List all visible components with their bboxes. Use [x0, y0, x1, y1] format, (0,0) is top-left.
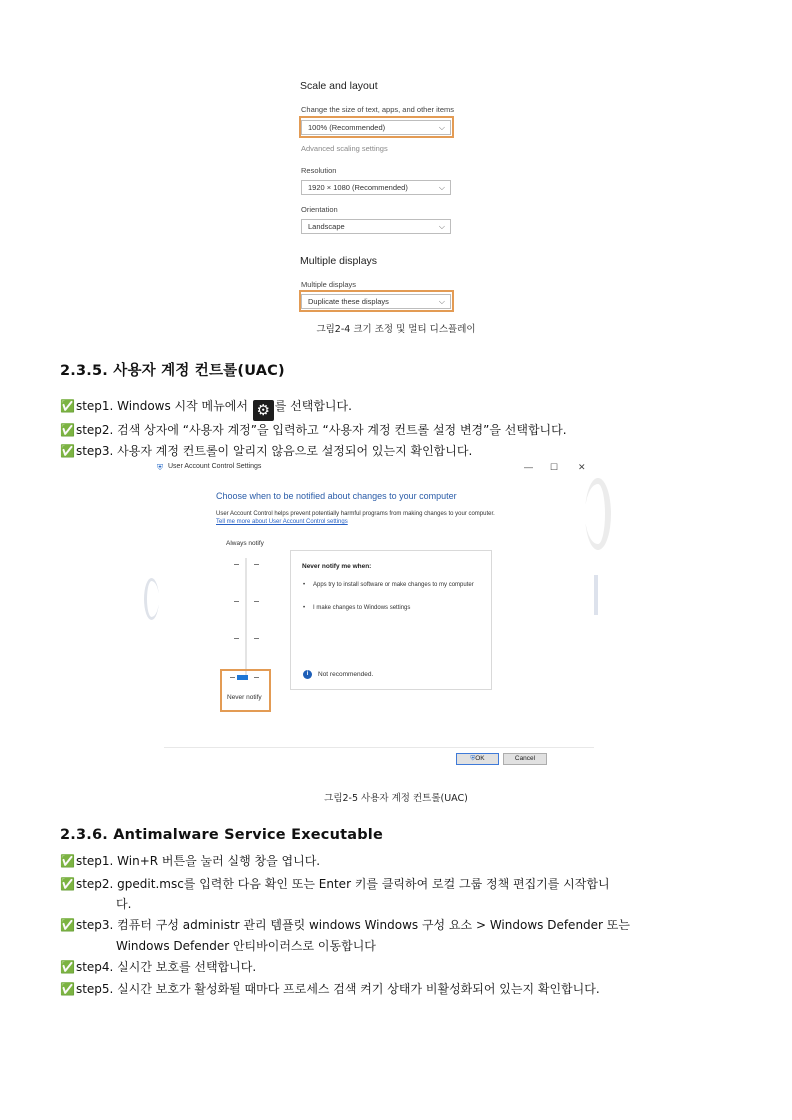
resolution-dropdown-value: 1920 × 1080 (Recommended) [308, 183, 408, 192]
step-text: step5. 실시간 보호가 활성화될 때마다 프로세스 검색 켜기 상태가 비활성화되어 있는지 확인합니다. [75, 982, 600, 996]
step-text: 를 선택합니다. [274, 399, 352, 413]
step-line [60, 852, 320, 869]
step-text: step3. 사용자 계정 컨트롤이 알리지 않음으로 설정되어 있는지 확인합니다. [75, 444, 473, 458]
step-line [60, 916, 630, 933]
list-item-text: Apps try to install software or make changes to my computer [313, 582, 474, 588]
always-notify-label: Always notify [226, 540, 264, 547]
step-text: step4. 실시간 보호를 선택합니다. [75, 960, 257, 974]
step-text: step2. gpedit.msc를 입력한 다음 확인 또는 Enter 키를 클릭하여 로컬 그룹 정책 편집기를 시작합니 [75, 877, 610, 891]
background-decoration [585, 478, 611, 550]
step-text: step2. 검색 상자에 “사용자 계정”을 입력하고 “사용자 계정 컨트롤 설정 변경”을 선택합니다. [75, 423, 567, 437]
scale-highlight-box [299, 116, 454, 138]
check-icon: ✅ [60, 399, 75, 413]
not-recommended-text: Not recommended. [318, 671, 374, 678]
step-text: step1. Windows 시작 메뉴에서 [75, 399, 248, 413]
ok-button-label: OK [475, 755, 485, 762]
multiple-displays-highlight-box [299, 290, 454, 312]
slider-tick [234, 601, 239, 602]
check-icon: ✅ [60, 918, 75, 932]
section-heading: 2.3.6. Antimalware Service Executable [60, 827, 384, 843]
list-item: • Apps try to install software or make changes to my computer [303, 582, 474, 588]
uac-help-link[interactable]: Tell me more about User Account Control settings [216, 519, 348, 525]
scale-layout-heading: Scale and layout [300, 80, 378, 92]
chevron-down-icon: ⌵ [438, 297, 445, 306]
list-item: • I make changes to Windows settings [303, 605, 411, 611]
multiple-displays-label: Multiple displays [301, 280, 357, 289]
step-continuation: 다. [116, 897, 132, 911]
cancel-button[interactable]: Cancel [503, 753, 547, 765]
info-icon: i [303, 670, 312, 679]
minimize-button[interactable]: — [524, 462, 533, 472]
check-icon: ✅ [60, 444, 75, 458]
figure-caption: 그림2-4 크기 조정 및 멀티 디스플레이 [316, 324, 476, 335]
chevron-down-icon: ⌵ [438, 123, 445, 132]
check-icon: ✅ [60, 877, 75, 891]
uac-description: User Account Control helps prevent potentially harmful programs from making changes to your computer. [216, 511, 495, 517]
gear-icon: ⚙ [253, 400, 274, 421]
chevron-down-icon: ⌵ [438, 222, 445, 231]
check-icon: ✅ [60, 982, 75, 996]
shield-icon: ⛨ [157, 463, 163, 472]
uac-dialog [150, 460, 605, 770]
notify-slider-track[interactable] [245, 558, 247, 676]
uac-heading: Choose when to be notified about changes to your computer [216, 491, 457, 501]
scale-dropdown-value: 100% (Recommended) [308, 123, 386, 132]
orientation-label: Orientation [301, 205, 338, 214]
multiple-displays-heading: Multiple displays [300, 255, 378, 267]
resolution-dropdown[interactable] [301, 180, 451, 195]
chevron-down-icon: ⌵ [438, 183, 445, 192]
section-heading: 2.3.5. 사용자 계정 컨트롤(UAC) [60, 363, 285, 379]
never-notify-label: Never notify [227, 694, 262, 701]
panel-title: Never notify me when: [302, 563, 372, 570]
scale-label: Change the size of text, apps, and other items [301, 105, 455, 114]
step-continuation: Windows Defender 안티바이러스로 이동합니다 [116, 939, 376, 953]
slider-tick [254, 564, 259, 565]
step-text: step1. Win+R 버튼을 눌러 실행 창을 엽니다. [75, 854, 321, 868]
check-icon: ✅ [60, 854, 75, 868]
step-line [60, 397, 352, 421]
slider-tick [254, 601, 259, 602]
window-title: User Account Control Settings [168, 463, 262, 470]
step-line [60, 442, 472, 459]
check-icon: ✅ [60, 960, 75, 974]
step-line [60, 980, 600, 997]
notify-description-panel [290, 550, 492, 690]
resolution-label: Resolution [301, 166, 337, 175]
maximize-button[interactable]: ☐ [550, 462, 559, 472]
step-line [60, 875, 610, 892]
background-decoration [594, 575, 598, 615]
display-settings-figure [300, 78, 475, 318]
list-item-text: I make changes to Windows settings [313, 605, 411, 611]
step-line [60, 958, 256, 975]
step-line [60, 421, 567, 438]
shield-icon: ⛨ [470, 755, 476, 762]
slider-tick [254, 638, 259, 639]
ok-button[interactable] [456, 753, 499, 765]
slider-tick [234, 638, 239, 639]
close-button[interactable]: ✕ [578, 462, 586, 472]
multiple-displays-value: Duplicate these displays [308, 297, 389, 306]
orientation-dropdown-value: Landscape [308, 222, 345, 231]
slider-highlight-box [220, 669, 271, 712]
slider-tick [234, 564, 239, 565]
figure-caption: 그림2-5 사용자 계정 컨트롤(UAC) [324, 793, 468, 804]
step-text: step3. 컴퓨터 구성 administr 관리 템플릿 windows Windows 구성 요소 > Windows Defender 또는 [75, 918, 630, 932]
background-decoration [144, 578, 159, 620]
advanced-scaling-link[interactable]: Advanced scaling settings [301, 144, 388, 153]
divider [164, 747, 594, 748]
check-icon: ✅ [60, 423, 75, 437]
orientation-dropdown[interactable] [301, 219, 451, 234]
